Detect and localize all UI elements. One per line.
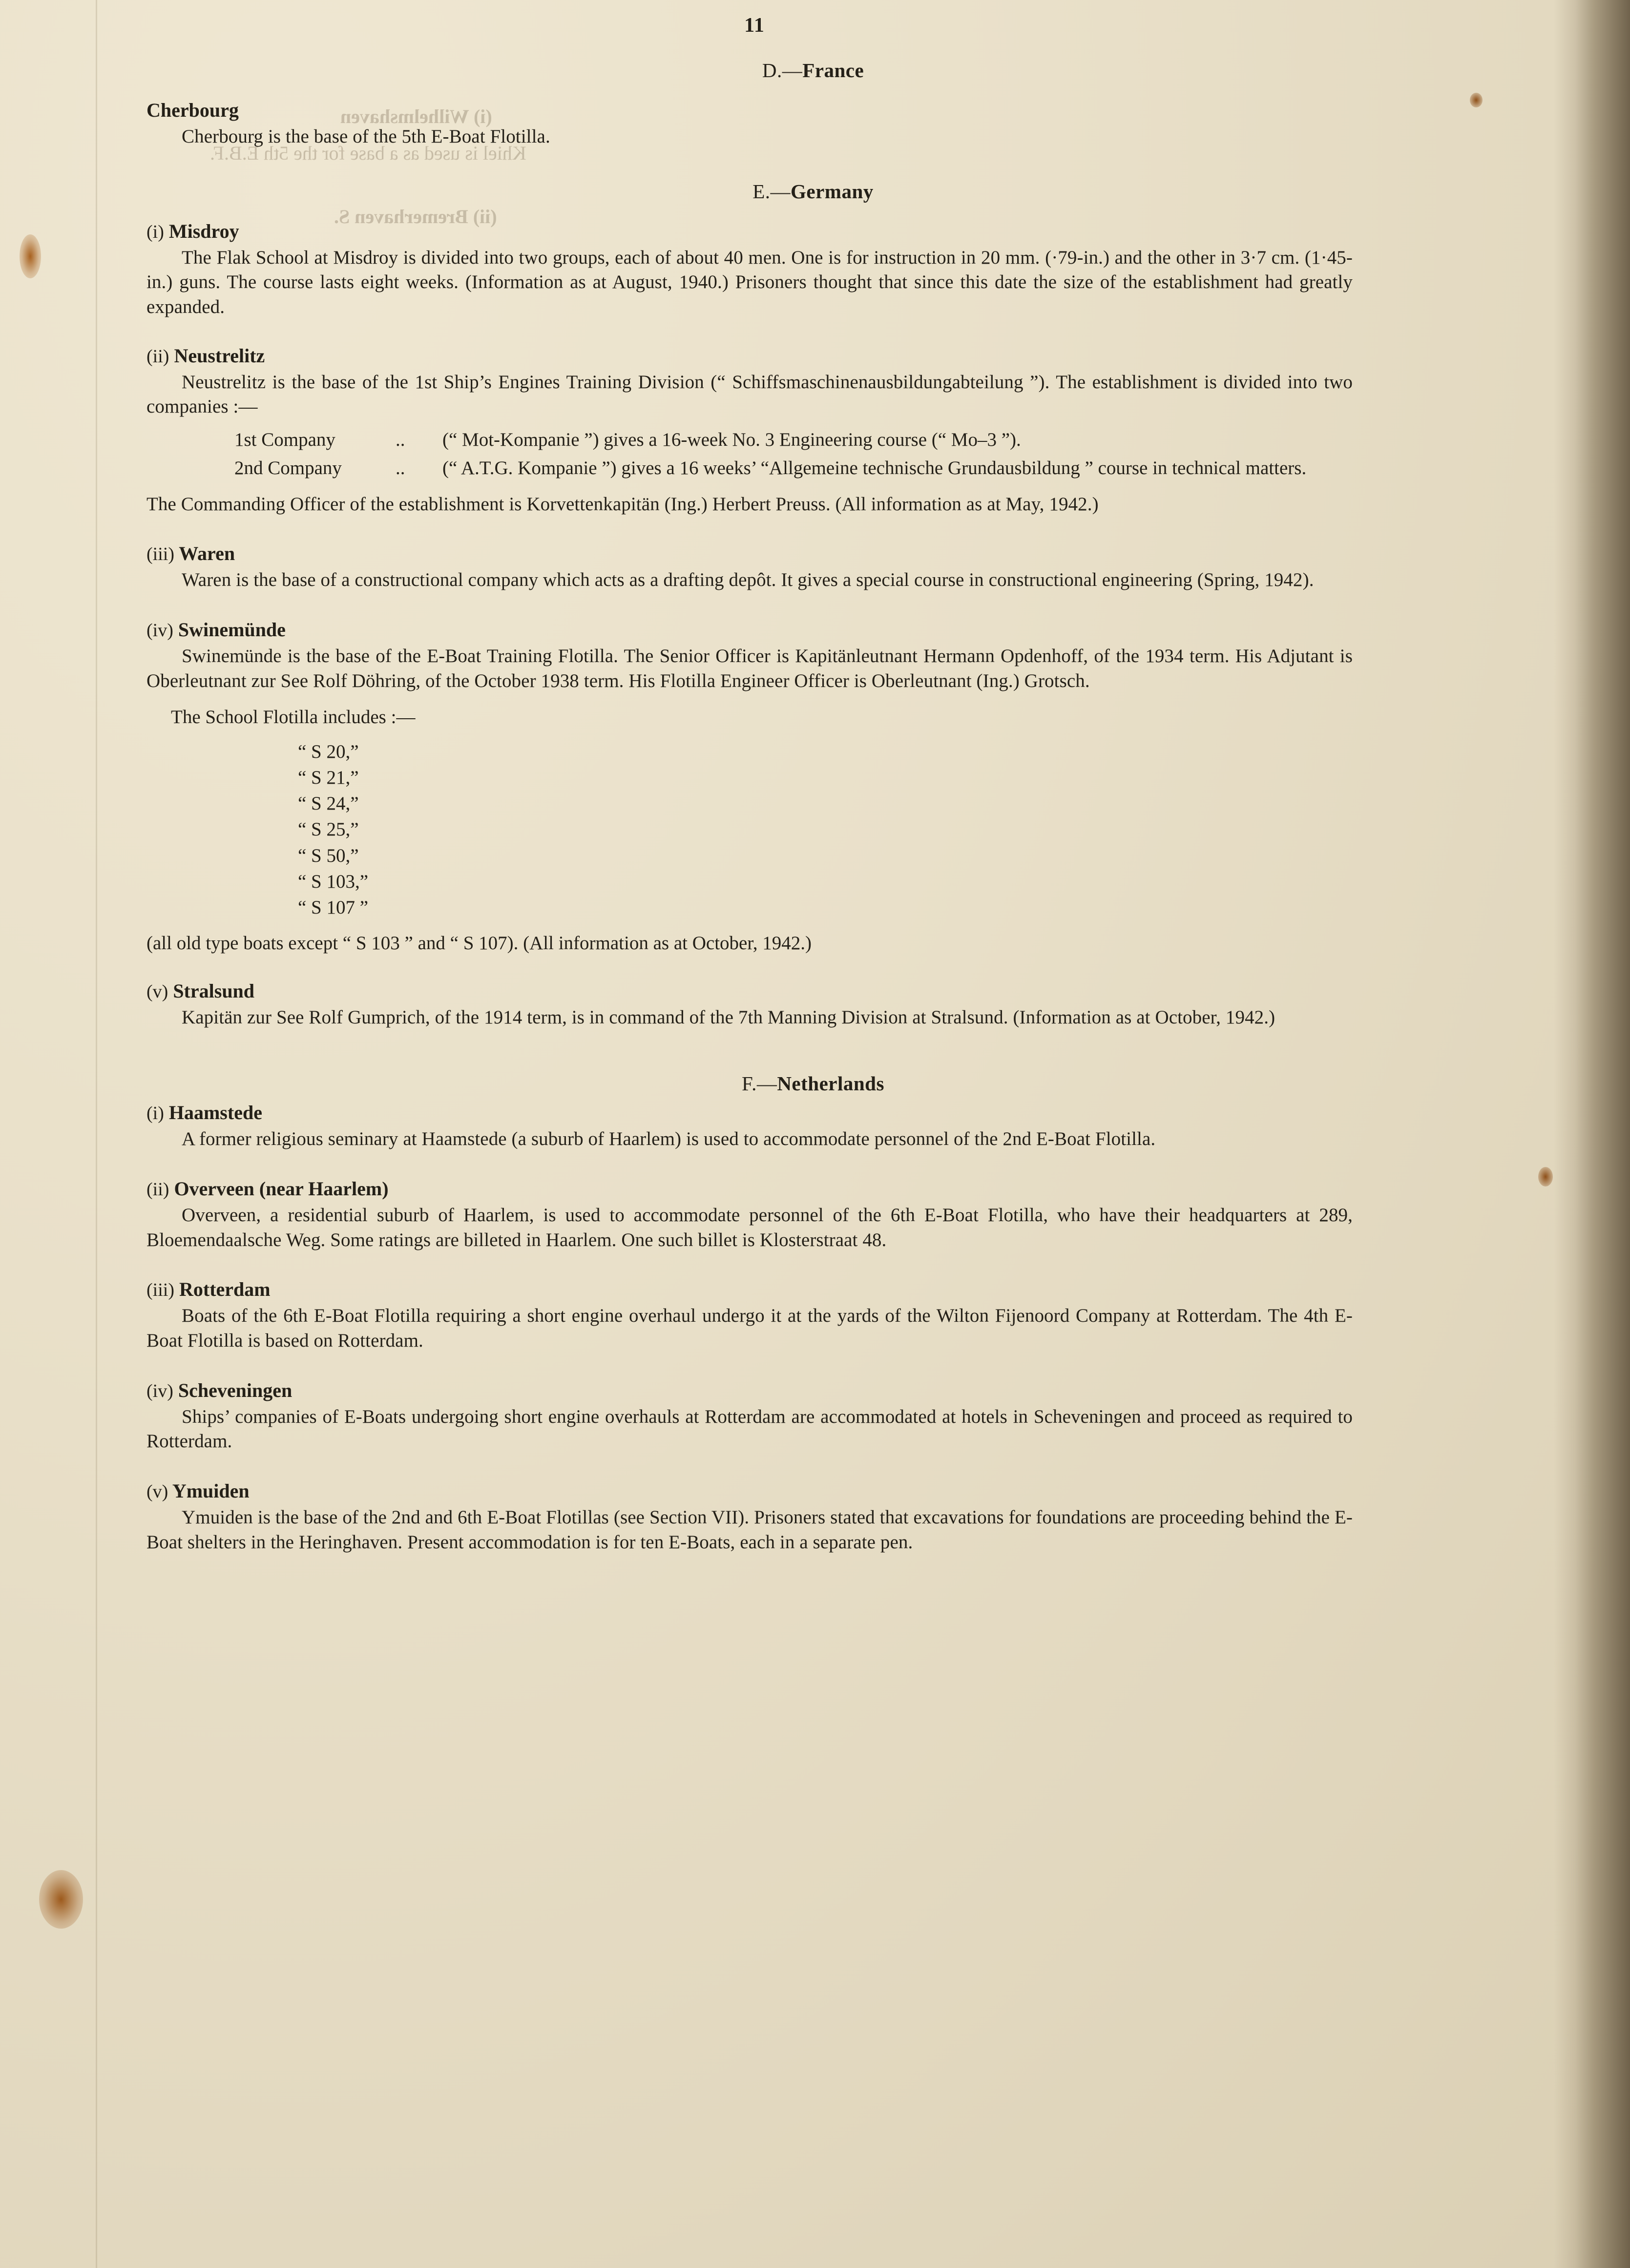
company-name: 2nd Company (234, 458, 342, 479)
stain-top-right (1470, 93, 1483, 107)
boat-list-item: “ S 50,” (298, 845, 359, 866)
paragraph-waren: Waren is the base of a constructional company which acts as a drafting depôt. It gives a special course in constructional engineering (Spring, 1942). (182, 569, 1314, 591)
stain-top-left (20, 234, 41, 278)
subsection-heading-overveen (146, 1177, 1450, 1200)
paragraph-neustrelitz: Neustrelitz is the base of the 1st Ship’s Engines Training Division (“ Schiffsmaschinenausbildungabteilung ”). The establishment is divided into two companies :— (146, 371, 1353, 417)
company-name: 1st Company (234, 429, 335, 451)
subsection-heading-swinemunde (146, 618, 1450, 641)
subsection-heading-misdroy (146, 220, 1450, 243)
subsection-label-neustrelitz: Neustrelitz (174, 344, 265, 367)
bleed-through-line-2: Khiel is used as a base for the 5th E.B.F. (210, 142, 526, 164)
subsection-number-rotterdam: (iii) (146, 1280, 174, 1301)
school-flotilla-lead-in: The School Flotilla includes :— (171, 707, 416, 728)
paragraph-misdroy: The Flak School at Misdroy is divided into two groups, each of about 40 men. One is for instruction in 20 mm. (·79-in.) and the other in 3·7 cm. (1·45-in.) guns. The course lasts eight weeks. (Information as at August, 1940.) Prisoners thought that since this date the size of the establishment had greatly expanded. (146, 247, 1353, 318)
paragraph-cherbourg: Cherbourg is the base of the 5th E-Boat Flotilla. (182, 126, 550, 147)
boat-list-item: “ S 24,” (298, 793, 359, 814)
company-dots: .. (396, 429, 405, 451)
subsection-label-swinemunde: Swinemünde (178, 619, 286, 641)
school-flotilla-boat-list (298, 739, 1450, 920)
subsection-heading-ymuiden (146, 1479, 1450, 1502)
company-row (234, 427, 1372, 453)
section-prefix-f: F.— (742, 1072, 777, 1095)
paragraph-swinemunde: Swinemünde is the base of the E-Boat Training Flotilla. The Senior Officer is Kapitänleutnant Hermann Opdenhoff, of the 1934 term. His Adjutant is Oberleutnant zur See Rolf Döhring, of the October 1938 term. His Flotilla Engineer Officer is Oberleutnant (Ing.) Grotsch. (146, 645, 1353, 691)
subsection-number-overveen: (ii) (146, 1179, 169, 1200)
page-fold-line (96, 0, 97, 2268)
paragraph-scheveningen: Ships’ companies of E-Boats undergoing short engine overhauls at Rotterdam are accommodated at hotels in Scheveningen and proceed as required to Rotterdam. (146, 1406, 1353, 1452)
stain-mid-left (39, 1870, 83, 1929)
boat-list-item: “ S 21,” (298, 767, 359, 789)
subsection-heading-stralsund (146, 979, 1450, 1002)
boat-list-item: “ S 20,” (298, 741, 359, 763)
paragraph-ymuiden: Ymuiden is the base of the 2nd and 6th E-Boat Flotillas (see Section VII). Prisoners stated that excavations for foundations are proceeding behind the E-Boat shelters in the Heringhaven. Present accommodation is for ten E-Boats, each in a separate pen. (146, 1507, 1353, 1553)
subsection-label-overveen: Overveen (near Haarlem) (174, 1177, 389, 1200)
section-prefix-d: D.— (762, 59, 803, 82)
section-heading-netherlands (176, 1072, 1450, 1095)
subsection-label-ymuiden: Ymuiden (172, 1480, 250, 1502)
subsection-label-waren: Waren (179, 542, 235, 565)
subsection-number-stralsund: (v) (146, 981, 168, 1002)
section-title-netherlands: Netherlands (777, 1072, 884, 1095)
company-dots: .. (396, 458, 405, 479)
subsection-number-neustrelitz: (ii) (146, 346, 169, 367)
company-description: (“ A.T.G. Kompanie ”) gives a 16 weeks’ “Allgemeine technische Grundausbildung ” course in technical matters. (442, 458, 1307, 479)
paragraph-overveen: Overveen, a residential suburb of Haarlem, is used to accommodate personnel of the 6th E-Boat Flotilla, who have their headquarters at 289, Bloemendaalsche Weg. Some ratings are billeted in Haarlem. One such billet is Klosterstraat 48. (146, 1204, 1353, 1250)
subsection-label-cherbourg: Cherbourg (146, 99, 239, 121)
boat-list-footnote: (all old type boats except “ S 103 ” and “ S 107). (All information as at October, 1942.) (146, 932, 812, 954)
boat-list-item: “ S 107 ” (298, 896, 369, 918)
subsection-heading-cherbourg (146, 99, 1450, 122)
page-content (146, 0, 1450, 1555)
company-description: (“ Mot-Kompanie ”) gives a 16-week No. 3 Engineering course (“ Mo–3 ”). (442, 429, 1021, 451)
paragraph-stralsund: Kapitän zur See Rolf Gumprich, of the 1914 term, is in command of the 7th Manning Division at Stralsund. (Information as at October, 1942.) (182, 1006, 1275, 1028)
subsection-label-misdroy: Misdroy (168, 220, 239, 242)
subsection-heading-rotterdam (146, 1278, 1450, 1301)
paragraph-haamstede: A former religious seminary at Haamstede (a suburb of Haarlem) is used to accommodate personnel of the 2nd E-Boat Flotilla. (182, 1128, 1156, 1150)
subsection-number-scheveningen: (iv) (146, 1380, 173, 1401)
page-right-edge-gradient (1554, 0, 1575, 2268)
subsection-label-scheveningen: Scheveningen (178, 1379, 293, 1401)
subsection-label-haamstede: Haamstede (168, 1102, 262, 1124)
page-right-edge-shadow (1575, 0, 1630, 2268)
section-title-france: France (802, 59, 864, 82)
subsection-heading-scheveningen (146, 1379, 1450, 1402)
boat-list-item: “ S 25,” (298, 819, 359, 840)
paragraph-neustrelitz-commanding-officer: The Commanding Officer of the establishment is Korvettenkapitän (Ing.) Herbert Preuss. (All information as at May, 1942.) (146, 493, 1099, 515)
subsection-number-ymuiden: (v) (146, 1481, 168, 1502)
subsection-heading-neustrelitz (146, 344, 1450, 367)
subsection-label-stralsund: Stralsund (173, 979, 255, 1002)
subsection-heading-waren (146, 542, 1450, 565)
section-heading-germany (176, 180, 1450, 203)
subsection-number-swinemunde: (iv) (146, 620, 173, 641)
subsection-number-haamstede: (i) (146, 1103, 164, 1124)
section-heading-france (176, 59, 1450, 82)
subsection-number-misdroy: (i) (146, 221, 164, 242)
page-number: 11 (744, 14, 765, 37)
company-row (234, 456, 1372, 481)
boat-list-item: “ S 103,” (298, 871, 369, 892)
paragraph-rotterdam: Boats of the 6th E-Boat Flotilla requiring a short engine overhaul undergo it at the yards of the Wilton Fijenoord Company at Rotterdam. The 4th E-Boat Flotilla is based on Rotterdam. (146, 1305, 1353, 1352)
bleed-through-line-1: (i) Wilhelmshaven (340, 105, 492, 127)
neustrelitz-company-list (234, 427, 1372, 481)
section-title-germany: Germany (791, 180, 874, 203)
subsection-number-waren: (iii) (146, 544, 174, 565)
subsection-label-rotterdam: Rotterdam (179, 1278, 271, 1301)
bleed-through-line-3: (ii) Bremerhaven S. (334, 206, 497, 228)
section-prefix-e: E.— (752, 180, 791, 203)
subsection-heading-haamstede (146, 1101, 1450, 1124)
stain-right-margin (1538, 1167, 1553, 1186)
